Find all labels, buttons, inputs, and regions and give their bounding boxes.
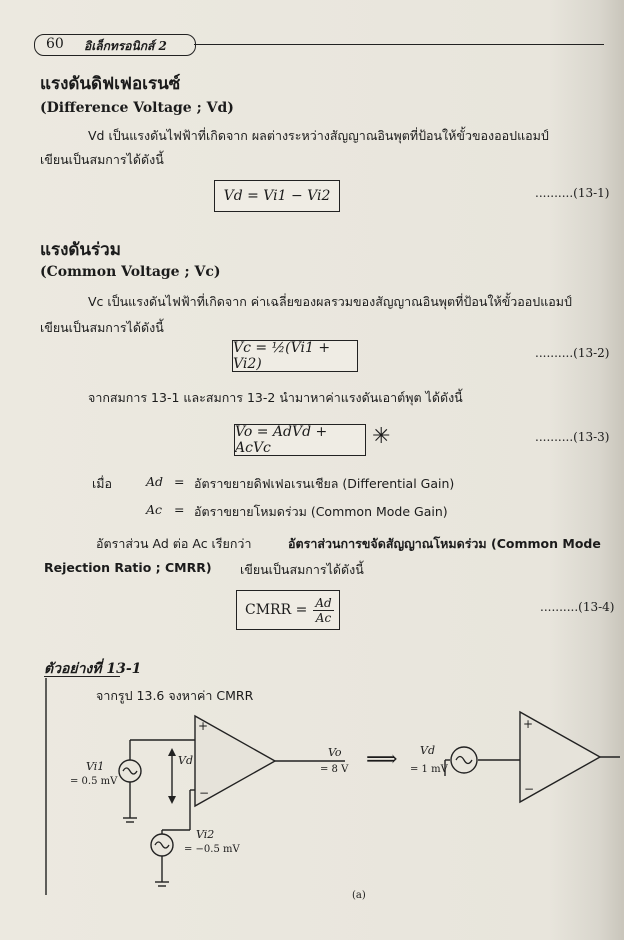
para-vd-line1: Vd เป็นแรงดันไฟฟ้าที่เกิดจาก ผลต่างระหว่างสัญญาณอินพุตที่ป้อนให้ขั้วของออปแอมป์ <box>88 128 549 143</box>
def-ad-equals: = <box>174 474 185 489</box>
label-vd: Vd <box>178 754 193 767</box>
asterisk-mark: ✳ <box>372 424 391 449</box>
para-cmrr-line2a: Rejection Ratio ; CMRR) <box>44 560 212 575</box>
opamp-left-minus: − <box>199 786 210 800</box>
value-vi1: = 0.5 mV <box>70 776 118 787</box>
example-question: จากรูป 13.6 จงหาค่า CMRR <box>96 688 254 703</box>
label-vi2: Vi2 <box>196 828 215 841</box>
equation-13-3: Vo = AdVd + AcVc <box>234 424 366 456</box>
implies-arrow: ⟹ <box>366 747 398 772</box>
def-ad-text: อัตราขยายดิฟเฟอเรนเชียล (Differential Gain) <box>194 476 455 491</box>
def-ac-equals: = <box>174 502 185 517</box>
def-ac-text: อัตราขยายโหมดร่วม (Common Mode Gain) <box>194 504 448 519</box>
value-vi2: = −0.5 mV <box>184 844 240 855</box>
label-vd-right: Vd <box>420 744 435 757</box>
para-output-intro: จากสมการ 13-1 และสมการ 13-2 นำมาหาค่าแรงดันเอาต์พุต ได้ดังนี้ <box>88 390 463 405</box>
arrowhead-down <box>168 796 176 804</box>
eq-number-13-4: ..........(13-4) <box>540 600 615 614</box>
heading-difference-voltage-th: แรงดันดิฟเฟอเรนซ์ <box>40 74 181 94</box>
equation-13-2: Vc = ½(Vi1 + Vi2) <box>232 340 358 372</box>
para-cmrr-line1b: อัตราส่วนการขจัดสัญญาณโหมดร่วม (Common Mode <box>288 536 601 551</box>
cmrr-numerator: Ad <box>315 595 332 610</box>
where-label: เมื่อ <box>92 476 113 491</box>
label-vo: Vo <box>328 746 342 759</box>
page-number: 60 <box>46 36 64 52</box>
para-vc-line2: เขียนเป็นสมการได้ดังนี้ <box>40 320 164 335</box>
running-title: อิเล็กทรอนิกส์ 2 <box>84 39 167 53</box>
cmrr-lhs: CMRR = <box>245 602 308 618</box>
eq-number-13-3: ..........(13-3) <box>535 430 610 444</box>
para-vd-line2: เขียนเป็นสมการได้ดังนี้ <box>40 152 164 167</box>
arrowhead-up <box>168 748 176 756</box>
value-vo: = 8 V <box>320 764 349 775</box>
figure-caption: (a) <box>352 890 366 901</box>
para-cmrr-line1a: อัตราส่วน Ad ต่อ Ac เรียกว่า <box>96 536 252 551</box>
def-ac-symbol: Ac <box>146 502 163 517</box>
para-vc-line1: Vc เป็นแรงดันไฟฟ้าที่เกิดจาก ค่าเฉลี่ยของผลรวมของสัญญาณอินพุตที่ป้อนให้ขั้วออปแอมป์ <box>88 294 572 309</box>
para-cmrr-line2b: เขียนเป็นสมการได้ดังนี้ <box>240 562 364 577</box>
heading-common-voltage-en: (Common Voltage ; Vc) <box>40 264 221 280</box>
heading-common-voltage-th: แรงดันร่วม <box>40 240 121 260</box>
eq-number-13-1: ..........(13-1) <box>535 186 610 200</box>
def-ad-symbol: Ad <box>146 474 164 489</box>
example-title: ตัวอย่างที่ 13-1 <box>44 661 142 677</box>
opamp-right-plus: + <box>523 717 534 731</box>
heading-difference-voltage-en: (Difference Voltage ; Vd) <box>40 100 234 116</box>
opamp-left-plus: + <box>198 719 209 733</box>
value-vd-right: = 1 mV <box>410 764 448 775</box>
label-vi1: Vi1 <box>86 760 105 773</box>
opamp-right-minus: − <box>524 782 535 796</box>
eq-number-13-2: ..........(13-2) <box>535 346 610 360</box>
equation-13-1: Vd = Vi1 − Vi2 <box>214 180 340 212</box>
cmrr-denominator: Ac <box>315 610 332 625</box>
